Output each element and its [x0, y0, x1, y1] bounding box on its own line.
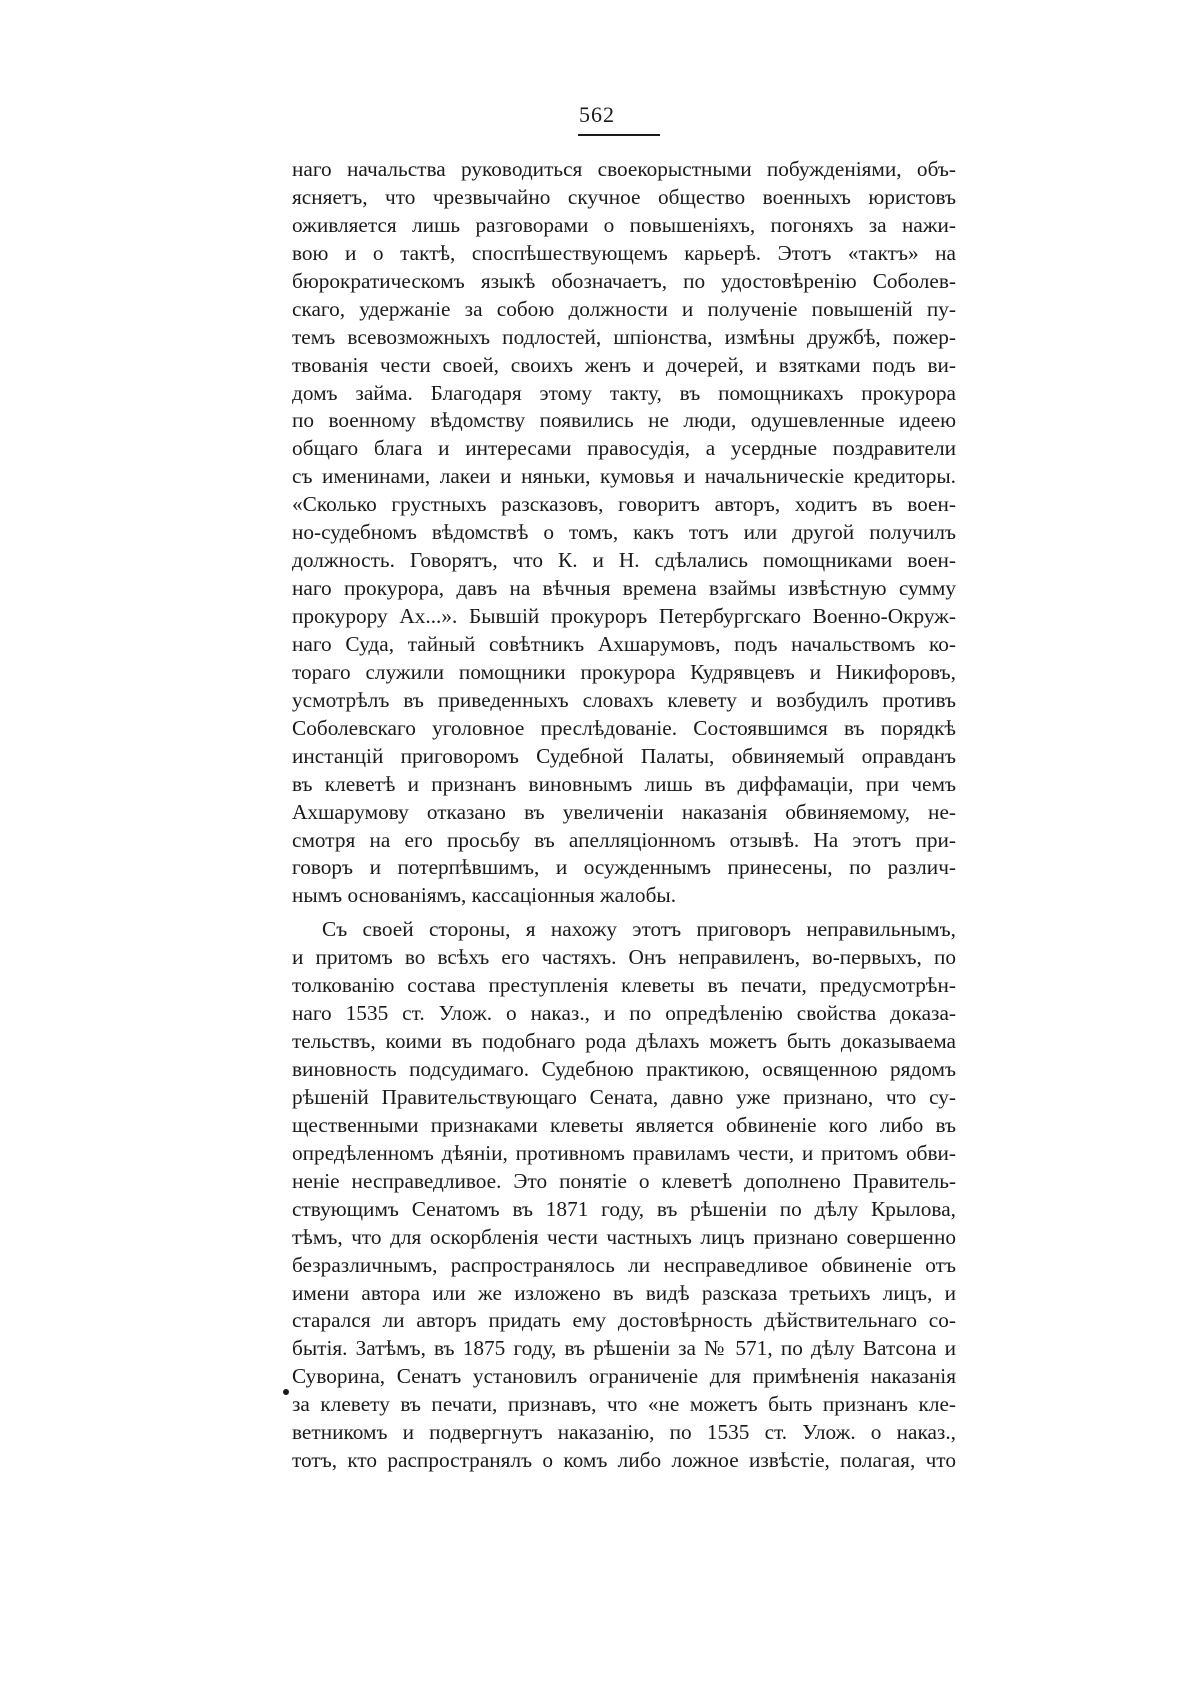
- text-line: за клевету въ печати, признавъ, что «не можетъ быть признанъ кле-: [292, 1392, 956, 1417]
- page-number: 562: [579, 102, 615, 127]
- text-line: тѣмъ, что для оскорбленія чести частныхъ лицъ признано совершенно: [292, 1224, 956, 1249]
- text-line: тельствъ, коими въ подобнаго рода дѣлахъ можетъ быть доказываема: [292, 1029, 956, 1054]
- text-line: наго начальства руководиться своекорыстными побужденіями, объ-: [292, 157, 956, 181]
- text-line: толкованію состава преступленія клеветы въ печати, предусмотрѣн-: [292, 973, 956, 998]
- text-line: домъ займа. Благодаря этому такту, въ помощникахъ прокурора: [292, 380, 956, 405]
- text-line: и притомъ во всѣхъ его частяхъ. Онъ неправиленъ, во-первыхъ, по: [292, 945, 956, 970]
- text-line: неніе несправедливое. Это понятіе о клеветѣ дополнено Правитель-: [292, 1168, 956, 1193]
- text-line: ясняетъ, что чрезвычайно скучное общество военныхъ юристовъ: [292, 184, 956, 209]
- text-line: бытія. Затѣмъ, въ 1875 году, въ рѣшеніи за № 571, по дѣлу Ватсона и: [292, 1336, 956, 1361]
- page-number-rule: [578, 134, 660, 136]
- text-line: но-судебномъ вѣдомствѣ о томъ, какъ тотъ или другой получилъ: [292, 520, 956, 545]
- text-line: въ клеветѣ и признанъ виновнымъ лишь въ диффамаціи, при чемъ: [292, 771, 956, 796]
- paragraph-1: [292, 156, 956, 910]
- text-line: безразличнымъ, распространялось ли несправедливое обвиненіе отъ: [292, 1252, 956, 1277]
- text-line: тотъ, кто распространялъ о комъ либо ложное извѣстіе, полагая, что: [292, 1448, 956, 1473]
- text-line: усмотрѣлъ въ приведенныхъ словахъ клевету и возбудилъ противъ: [292, 687, 956, 712]
- text-line: съ именинами, лакеи и няньки, кумовья и начальническіе кредиторы.: [292, 464, 956, 489]
- text-line: Суворина, Сенатъ установилъ ограниченіе для примѣненія наказанія: [292, 1364, 956, 1389]
- paragraph-2: [292, 916, 956, 1475]
- text-line: опредѣленномъ дѣяніи, противномъ правиламъ чести, и притомъ обви-: [292, 1140, 956, 1165]
- body-text: [292, 156, 956, 1475]
- text-line: рѣшеній Правительствующаго Сената, давно уже признано, что су-: [292, 1084, 956, 1109]
- text-line: «Сколько грустныхъ разсказовъ, говоритъ авторъ, ходитъ въ воен-: [292, 492, 956, 517]
- text-line: смотря на его просьбу въ апелляціонномъ отзывѣ. На этотъ при-: [292, 827, 956, 852]
- text-line: бюрократическомъ языкѣ обозначаетъ, по удостовѣренію Соболев-: [292, 268, 956, 293]
- text-line: говоръ и потерпѣвшимъ, и осужденнымъ принесены, по различ-: [292, 855, 956, 880]
- text-line: должность. Говорятъ, что К. и Н. сдѣлались помощниками воен-: [292, 548, 956, 573]
- text-line: щественными признаками клеветы является обвиненіе кого либо въ: [292, 1112, 956, 1137]
- margin-mark: [283, 1389, 289, 1395]
- text-line: по военному вѣдомству появились не люди, одушевленные идеею: [292, 408, 956, 433]
- text-line: наго Суда, тайный совѣтникъ Ахшарумовъ, подъ начальствомъ ко-: [292, 631, 956, 656]
- text-line: ствующимъ Сенатомъ въ 1871 году, въ рѣшеніи по дѣлу Крылова,: [292, 1196, 956, 1221]
- text-line: нымъ основаніямъ, кассаціонныя жалобы.: [292, 883, 677, 908]
- text-line: ветникомъ и подвергнутъ наказанію, по 1535 ст. Улож. о наказ.,: [292, 1420, 956, 1445]
- text-line: имени автора или же изложено въ видѣ разсказа третьихъ лицъ, и: [292, 1280, 956, 1305]
- text-line: оживляется лишь разговорами о повышеніяхъ, погоняхъ за нажи-: [292, 212, 956, 237]
- text-line: старался ли авторъ придать ему достовѣрность дѣйствительнаго со-: [292, 1308, 956, 1333]
- text-line: прокурору Ах...». Бывшій прокуроръ Петербургскаго Военно-Окруж-: [292, 604, 956, 628]
- text-line: общаго блага и интересами правосудія, а усердные поздравители: [292, 436, 956, 461]
- text-line: наго 1535 ст. Улож. о наказ., и по опредѣленію свойства доказа-: [292, 1001, 956, 1026]
- text-line: виновность подсудимаго. Судебною практикою, освященною рядомъ: [292, 1057, 956, 1081]
- text-line: инстанцій приговоромъ Судебной Палаты, обвиняемый оправданъ: [292, 743, 956, 768]
- text-line: твованія чести своей, своихъ женъ и дочерей, и взятками подъ ви-: [292, 352, 956, 377]
- text-line: тораго служили помощники прокурора Кудрявцевъ и Никифоровъ,: [292, 659, 956, 684]
- text-line: скаго, удержаніе за собою должности и полученіе повышеній пу-: [292, 296, 956, 321]
- text-line: Съ своей стороны, я нахожу этотъ приговоръ неправильнымъ,: [322, 917, 956, 942]
- text-line: Ахшарумову отказано въ увеличеніи наказанія обвиняемому, не-: [292, 799, 956, 824]
- text-line: Соболевскаго уголовное преслѣдованіе. Состоявшимся въ порядкѣ: [292, 715, 956, 740]
- text-line: наго прокурора, давъ на вѣчныя времена взаймы извѣстную сумму: [292, 576, 956, 601]
- text-line: вою и о тактѣ, споспѣшествующемъ карьерѣ. Этотъ «тактъ» на: [292, 240, 956, 265]
- text-line: темъ всевозможныхъ подлостей, шпіонства, измѣны дружбѣ, пожер-: [292, 324, 956, 349]
